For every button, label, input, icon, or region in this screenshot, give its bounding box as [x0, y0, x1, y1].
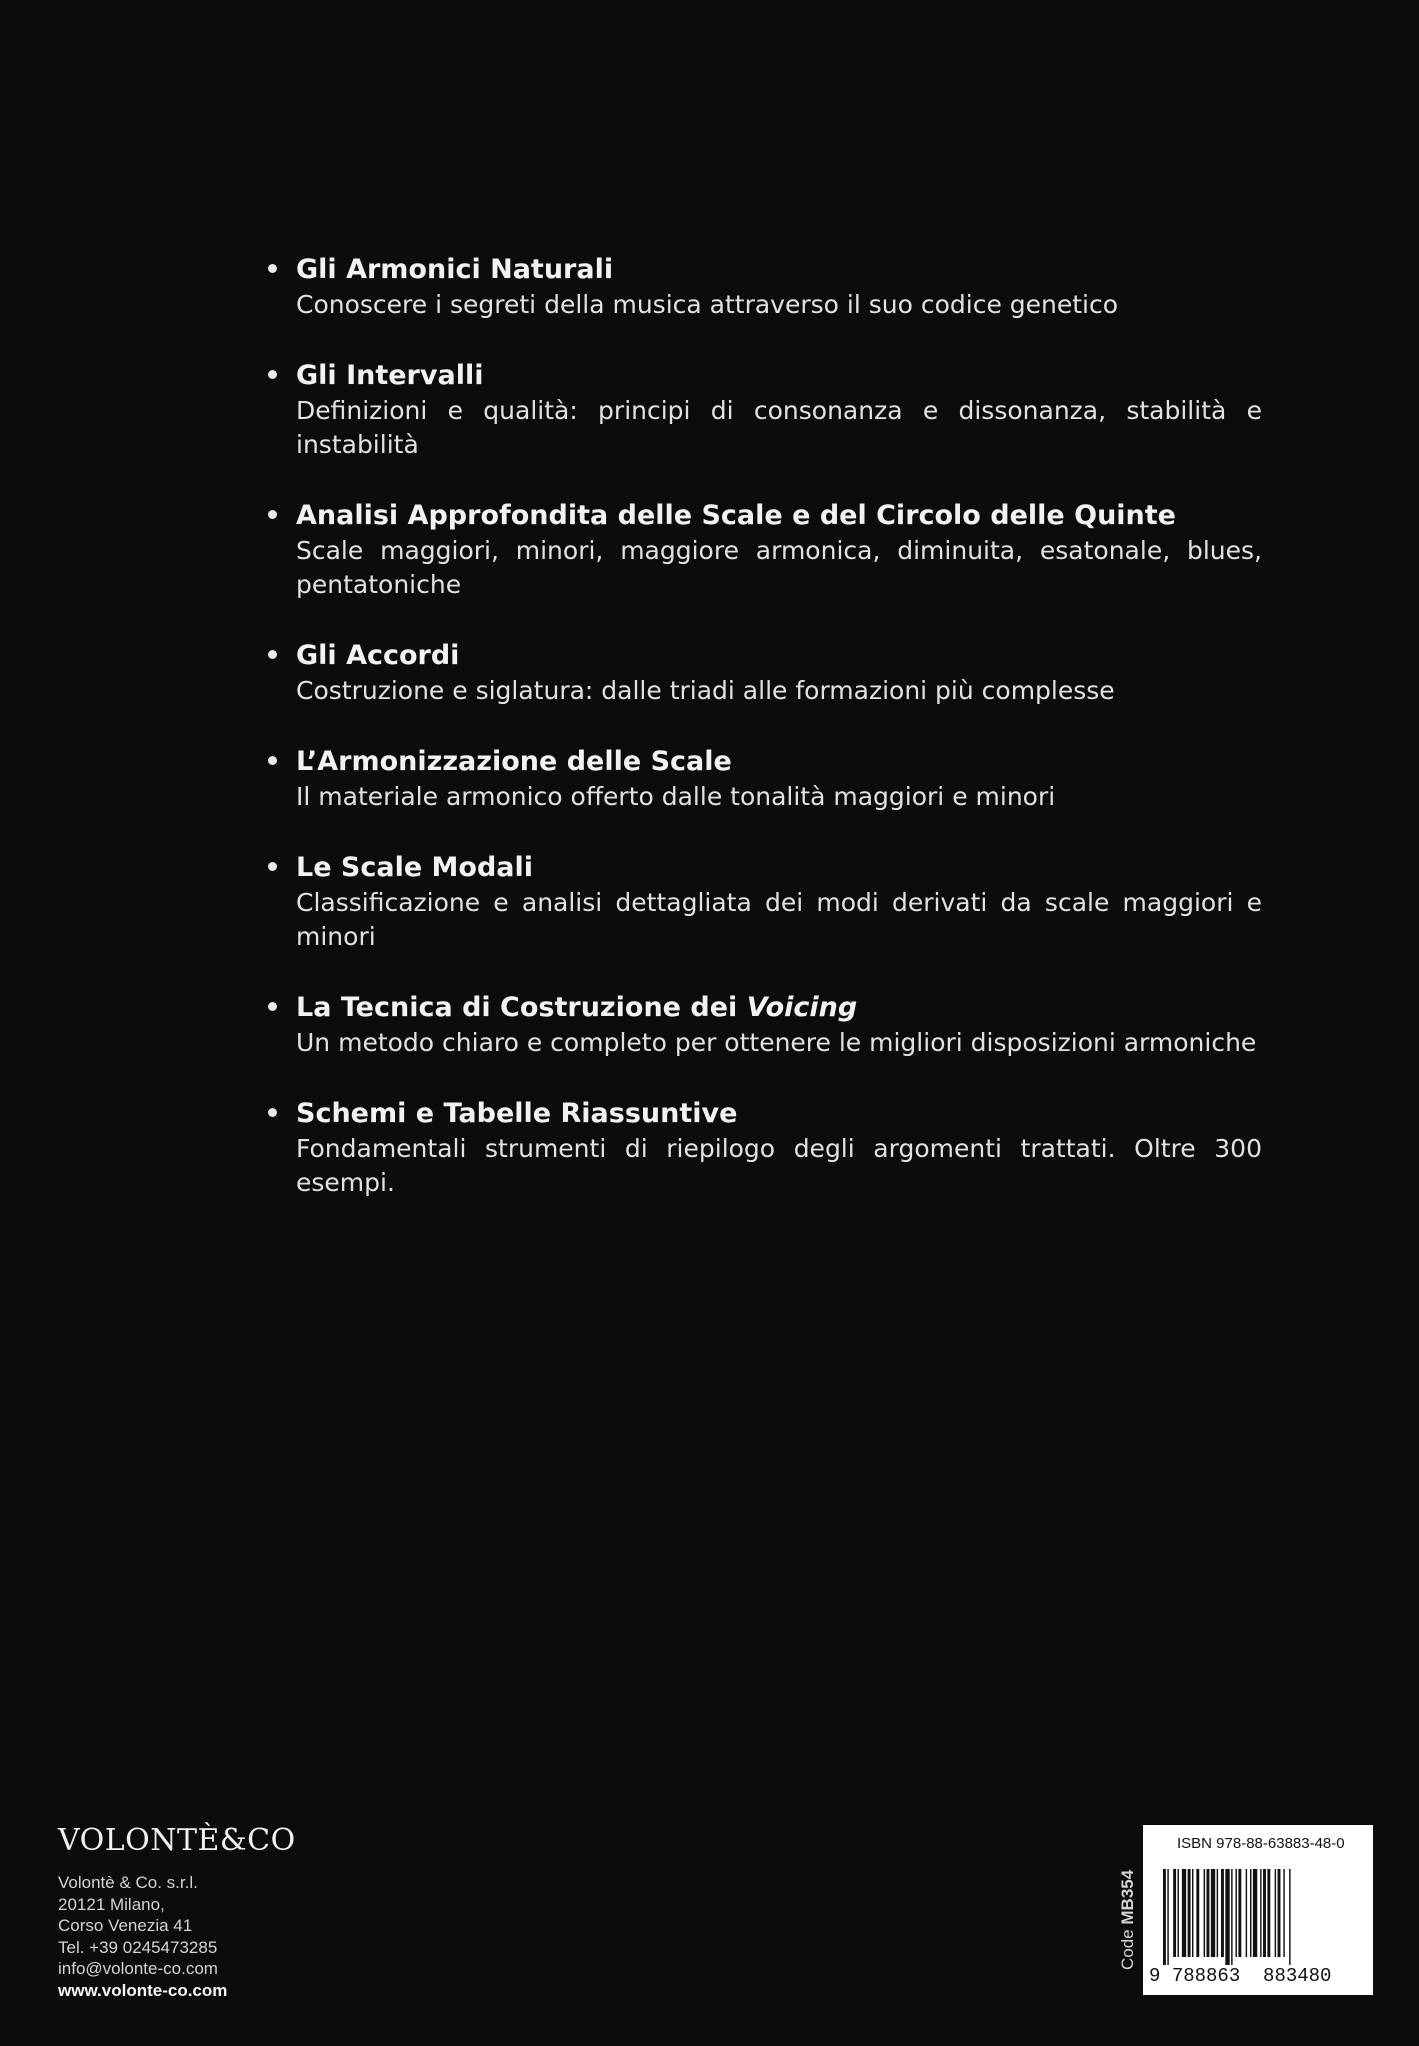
topic-description: Scale maggiori, minori, maggiore armonica, diminuita, esatonale, blues, pentatoniche	[296, 536, 1262, 599]
topic-title: Gli Accordi	[296, 640, 460, 671]
topic-item	[262, 252, 1262, 322]
topic-title: Analisi Approfondita delle Scale e del Circolo delle Quinte	[296, 500, 1176, 531]
topic-item	[262, 638, 1262, 708]
topic-description: Il materiale armonico offerto dalle tonalità maggiori e minori	[296, 782, 1056, 811]
publisher-city: 20121 Milano,	[58, 1894, 165, 1914]
topic-title: Schemi e Tabelle Riassuntive	[296, 1098, 738, 1129]
topic-list	[262, 252, 1262, 1236]
barcode-icon	[1163, 1869, 1353, 1965]
publisher-block	[58, 1823, 358, 2001]
publisher-street: Corso Venezia 41	[58, 1916, 193, 1935]
topic-title: L’Armonizzazione delle Scale	[296, 746, 732, 777]
topic-description: Conoscere i segreti della musica attraverso il suo codice genetico	[296, 290, 1119, 319]
topic-description: Definizioni e qualità: principi di consonanza e dissonanza, stabilità e instabilità	[296, 396, 1262, 459]
ean-left-group: 788863	[1171, 1965, 1241, 1987]
topic-title-italic: Voicing	[746, 992, 858, 1023]
product-code-word: Code	[1118, 1929, 1137, 1970]
product-code-value: MB354	[1118, 1869, 1137, 1925]
publisher-email: info@volonte-co.com	[58, 1959, 218, 1978]
publisher-website: www.volonte-co.com	[58, 1980, 228, 2000]
topic-description: Fondamentali strumenti di riepilogo degli argomenti trattati. Oltre 300 esempi.	[296, 1134, 1262, 1197]
topic-item	[262, 358, 1262, 462]
publisher-logo: VOLONTÈ&CO	[58, 1823, 296, 1858]
topic-title	[296, 990, 1262, 1026]
topic-item	[262, 1096, 1262, 1200]
topic-title: Gli Intervalli	[296, 360, 484, 391]
topic-description: Costruzione e siglatura: dalle triadi alle formazioni più complesse	[296, 676, 1115, 705]
topic-item	[262, 850, 1262, 954]
publisher-company: Volontè & Co. s.r.l.	[58, 1873, 198, 1892]
topic-description: Un metodo chiaro e completo per ottenere le migliori disposizioni armoniche	[296, 1028, 1257, 1057]
publisher-phone: Tel. +39 0245473285	[58, 1937, 218, 1957]
ean-digits	[1149, 1965, 1367, 1987]
ean-right-group: 883480	[1263, 1965, 1332, 1987]
topic-title: Le Scale Modali	[296, 852, 534, 883]
topic-title: Gli Armonici Naturali	[296, 254, 614, 285]
barcode-label	[1143, 1825, 1373, 1995]
topic-description: Classificazione e analisi dettagliata dei modi derivati da scale maggiori e minori	[296, 888, 1262, 951]
topic-title-text: La Tecnica di Costruzione dei	[296, 992, 738, 1023]
topic-item	[262, 498, 1262, 602]
topic-item	[262, 990, 1262, 1060]
isbn-text: ISBN 978-88-63883-48-0	[1177, 1835, 1345, 1852]
ean-first-digit: 9	[1149, 1965, 1161, 1987]
topic-item	[262, 744, 1262, 814]
